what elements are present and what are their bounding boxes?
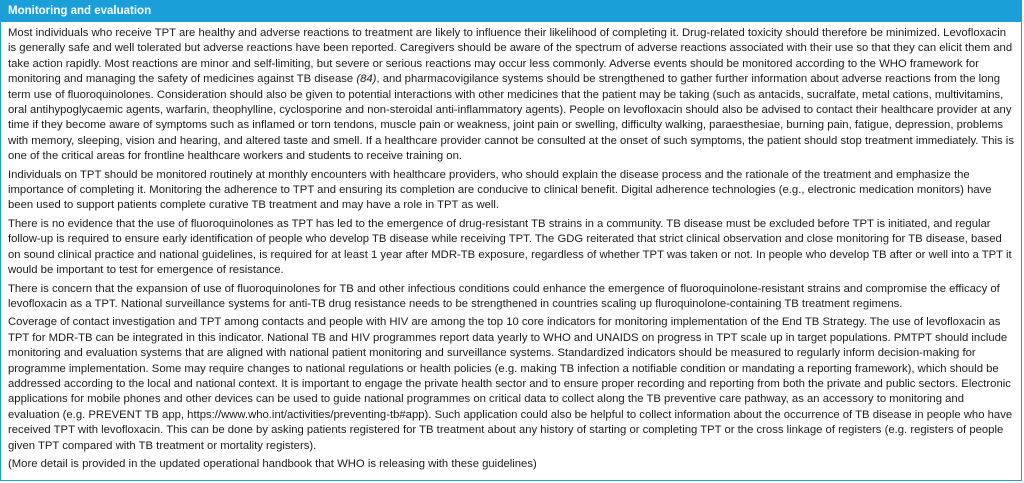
paragraph-coverage-indicators: Coverage of contact investigation and TPT among contacts and people with HIV are among the top 10 core indicators for monitoring implementation of the End TB Strategy. The use of levofloxacin as TPT for MDR-TB can be integrated in this indicator. National TB and HIV programmes report data yearly to WHO and UNAIDS on progress in TPT scale up in target populations. PMTPT should include monitoring and evaluation systems that are aligned with national patient monitoring and surveillance systems. Standardized indicators should be measured to regularly inform decision-making for programme implementation. Some may require changes to national regulations or health policies (e.g. making TB infection a notifiable condition or mandating a reporting framework), which should be addressed according to the local and national context. It is important to engage the private health sector and to ensure proper recording and reporting from both the private and public sectors. Electronic applications for mobile phones and other devices can be used to guide national programmes on critical data to collect along the TB preventive care pathway, as an accessory to monitoring and evaluation (e.g. PREVENT TB app, https://www.who.int/activities/preventing-tb#app). Such application could also be helpful to collect information about the occurrence of TB disease in people who have received TPT with levofloxacin. This can be done by asking patients registered for TB treatment about any history of starting or completing TPT or the cross linkage of registers (e.g. registers of people given TPT compared with TB treatment or mortality registers). [8, 316, 1013, 452]
section-title: Monitoring and evaluation [8, 5, 152, 17]
paragraph-operational-handbook-note: (More detail is provided in the updated operational handbook that WHO is releasing with these guidelines) [8, 457, 537, 470]
paragraph-fluoroquinolone-concern: There is concern that the expansion of use of fluoroquinolones for TB and other infectious conditions could enhance the emergence of fluoroquinolone-resistant strains and compromise the efficacy of levofloxacin as a TPT. National surveillance systems for anti-TB drug resistance needs to be strengthened in countries scaling up fluroquinolone-containing TB treatment regimens. [8, 282, 1000, 310]
section-header [1, 1, 1021, 22]
section-body [1, 22, 1021, 472]
paragraph-monitoring-adherence: Individuals on TPT should be monitored routinely at monthly encounters with healthcare providers, who should explain the disease process and the rationale of the treatment and emphasize the importance of completing it. Monitoring the adherence to TPT and ensuring its completion are conducive to clinical benefit. Digital adherence technologies (e.g., electronic medication monitors) have been used to support patients complete curative TB treatment and may have a role in TPT as well. [8, 168, 992, 212]
citation-reference: (84) [356, 73, 377, 86]
paragraph-drug-resistance: There is no evidence that the use of fluoroquinolones as TPT has led to the emergence of drug-resistant TB strains in a community. TB disease must be excluded before TPT is initiated, and regular follow-up is required to ensure early identification of people who develop TB disease while receiving TPT. The GDG reiterated that strict clinical observation and close monitoring for TB disease, based on sound clinical practice and national guidelines, is required for at least 1 year after MDR-TB exposure, regardless of whether TPT was taken or not. In people who develop TB after or well into a TPT it would be important to test for emergence of resistance. [8, 217, 1012, 277]
paragraph-adverse-reactions: Most individuals who receive TPT are healthy and adverse reactions to treatment are likely to influence their likelihood of completing it. Drug-related toxicity should therefore be minimized. Levofloxacin is generally safe and well tolerated but adverse reactions have been reported. Caregivers should be aware of the spectrum of adverse reactions associated with their use so that they can elicit them and take action rapidly. Most reactions are minor and self-limiting, but severe or serious reactions may occur less commonly. Adverse events should be monitored according to the WHO framework for monitoring and managing the safety of medicines against TB disease (84), and pharmacovigilance systems should be strengthened to gather further information about adverse reactions from the long term use of fluoroquinolones. Consideration should also be given to potential interactions with other medicines that the patient may be taking (such as antacids, sucralfate, metal cations, multivitamins, oral antihypoglycaemic agents, warfarin, theophylline, cyclosporine and non-steroidal anti-inflammatory agents). People on levofloxacin should also be advised to contact their healthcare provider at any time if they become aware of symptoms such as inflamed or torn tendons, muscle pain or weakness, joint pain or swelling, difficulty walking, paraesthesiae, burning pain, fatigue, depression, problems with memory, sleeping, vision and hearing, and altered taste and smell. If a healthcare provider cannot be consulted at the onset of such symptoms, the patient should stop treatment immediately. This is one of the critical areas for frontline healthcare workers and students to receive training on. [8, 27, 1014, 163]
